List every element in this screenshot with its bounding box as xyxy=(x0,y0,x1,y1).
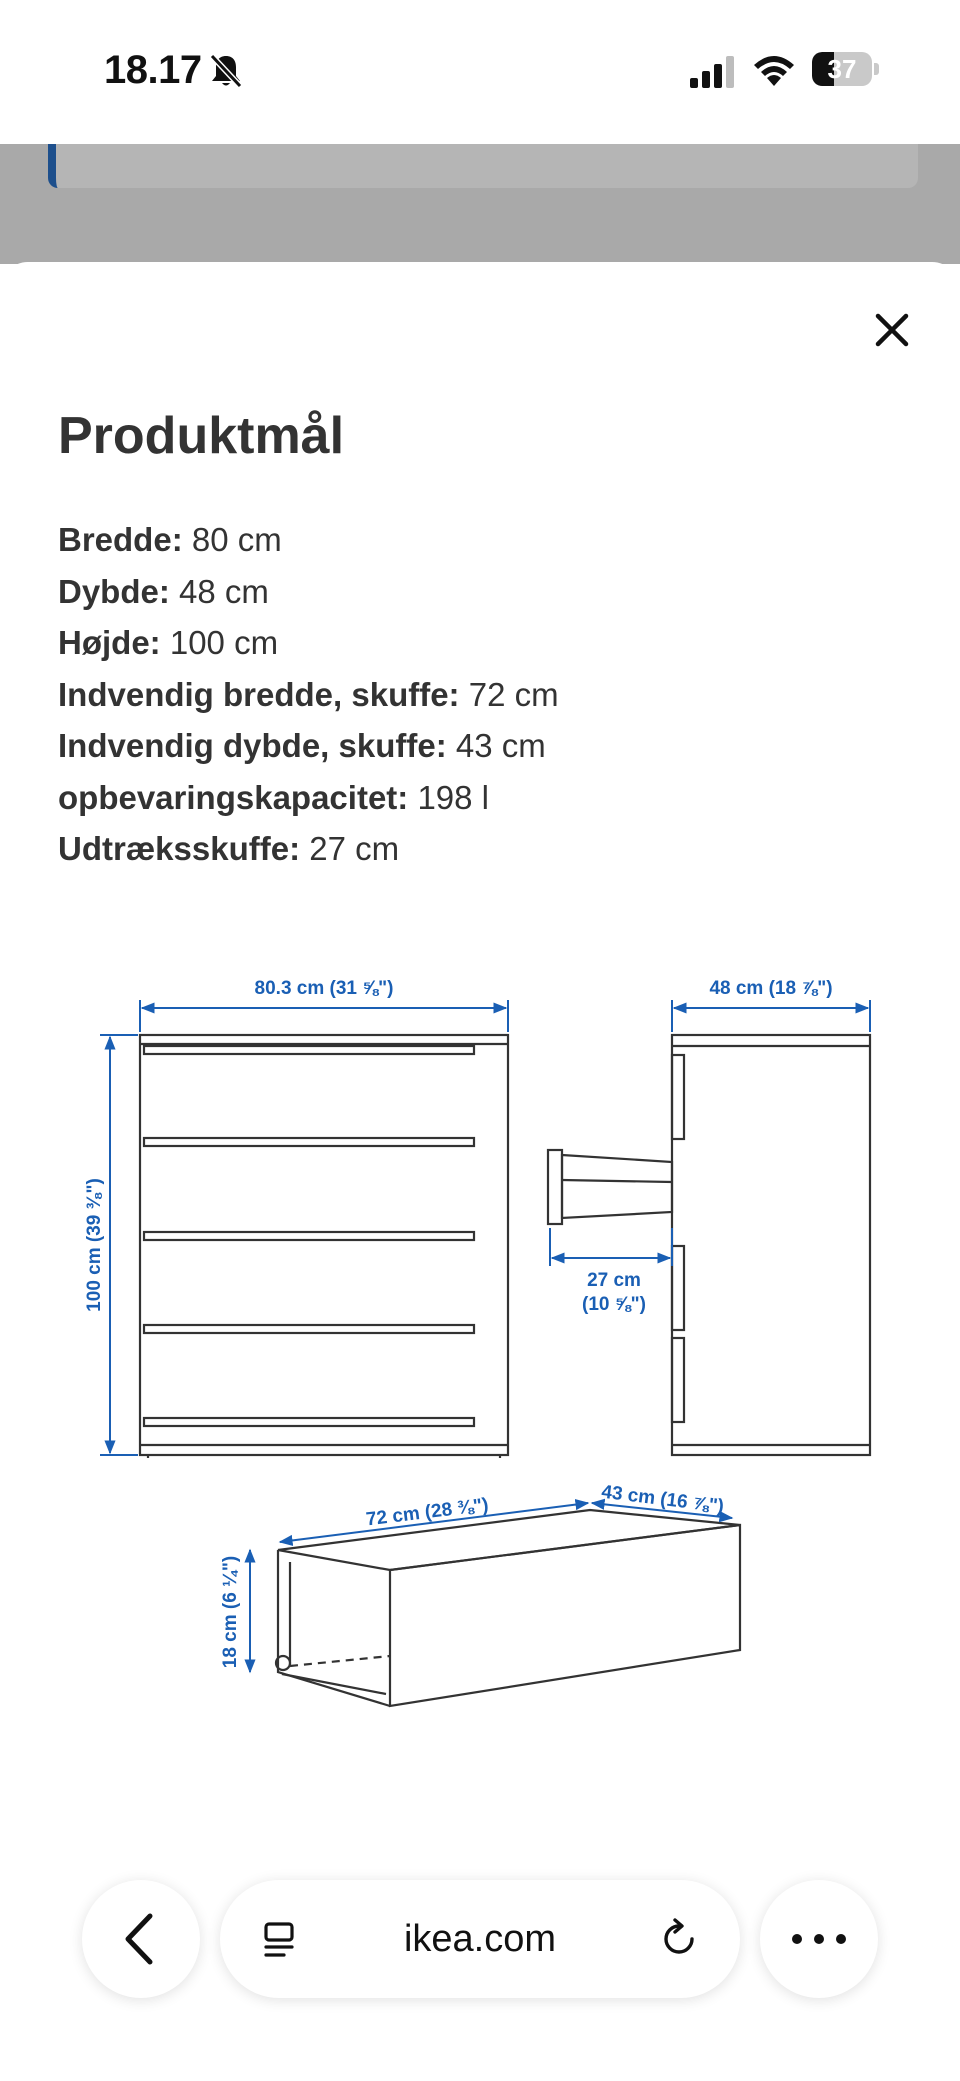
sheet-title: Produktmål xyxy=(58,407,345,465)
side-depth-label: 48 cm (18 ⅞") xyxy=(709,978,833,999)
drawer-width-label: 72 cm (28 ⅜") xyxy=(364,1494,490,1531)
back-button[interactable] xyxy=(82,1880,200,1998)
bell-muted-icon xyxy=(208,52,244,90)
height-label: 100 cm (39 ⅜") xyxy=(84,1178,105,1312)
chevron-left-icon xyxy=(82,1880,200,1998)
cellular-signal-icon xyxy=(690,56,734,88)
front-width-label: 80.3 cm (31 ⅝") xyxy=(254,978,394,999)
spec-value: 48 cm xyxy=(179,572,269,610)
browser-toolbar xyxy=(0,1880,960,2000)
extension-cm-label: 27 cm xyxy=(587,1270,641,1291)
wifi-icon xyxy=(752,52,796,88)
ellipsis-icon xyxy=(760,1880,878,1998)
spec-value: 27 cm xyxy=(309,830,400,867)
spec-value: 198 l xyxy=(417,778,490,816)
dimmed-background-page[interactable] xyxy=(0,144,960,264)
reload-icon[interactable] xyxy=(656,1916,702,1962)
spec-storage-capacity xyxy=(58,772,559,824)
spec-label: Indvendig bredde, skuffe: xyxy=(58,675,460,713)
spec-inner-drawer-depth xyxy=(58,720,559,772)
dimension-drawing xyxy=(0,950,960,1750)
drawer-height-label: 18 cm (6 ¼") xyxy=(220,1555,241,1669)
side-view-outline xyxy=(672,1035,870,1455)
more-button[interactable] xyxy=(760,1880,878,1998)
spec-label: Indvendig dybde, skuffe: xyxy=(58,727,447,764)
spec-value: 43 cm xyxy=(455,727,546,764)
extension-in-label: (10 ⅝") xyxy=(582,1294,646,1315)
spec-inner-drawer-width xyxy=(58,669,559,721)
url-text: ikea.com xyxy=(403,1918,557,1960)
spec-label: Højde: xyxy=(58,624,161,661)
dimension-specs-list xyxy=(58,514,559,875)
spec-value: 100 cm xyxy=(169,624,279,661)
spec-depth xyxy=(58,566,559,618)
drawer-top xyxy=(278,1510,740,1570)
close-icon[interactable] xyxy=(870,308,914,352)
spec-drawer-extension xyxy=(58,823,559,875)
spec-width xyxy=(58,514,559,566)
battery-icon xyxy=(812,52,880,88)
spec-label: Dybde: xyxy=(58,572,170,610)
battery-level: 37 xyxy=(827,54,857,84)
spec-value: 72 cm xyxy=(468,675,559,713)
spec-label: Udtræksskuffe: xyxy=(58,830,301,867)
spec-label: opbevaringskapacitet: xyxy=(58,778,409,816)
spec-height xyxy=(58,617,559,669)
background-card xyxy=(48,144,918,188)
address-bar[interactable] xyxy=(220,1880,740,1998)
drawer-depth-label: 43 cm (16 ⅞") xyxy=(600,1481,726,1518)
drawer-front xyxy=(390,1525,740,1706)
status-bar xyxy=(0,0,960,144)
spec-label: Bredde: xyxy=(58,521,183,558)
front-view-outline xyxy=(140,1035,508,1455)
status-time: 18.17 xyxy=(104,48,202,92)
spec-value: 80 cm xyxy=(191,521,282,558)
